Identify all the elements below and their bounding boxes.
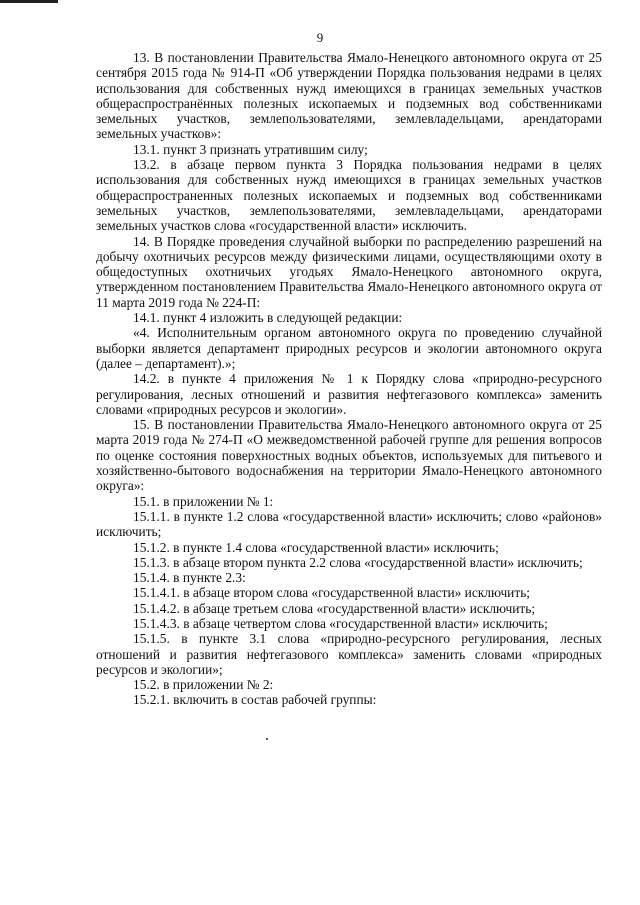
paragraph-14-1-quote: «4. Исполнительным органом автономного округа по проведению случайной выборки является департамент природных ресурсов и экологии автономного округа (далее – департамент).»; [96,325,602,371]
paragraph-13: 13. В постановлении Правительства Ямало-Ненецкого автономного округа от 25 сентября 2015 года № 914-П «Об утверждении Порядка пользования недрами в целях использования для собственных нужд имеющихся в границах земельных участков общераспространённых полезных ископаемых и подземных вод собственниками земельных участков, землепользователями, землевладельцами, арендаторами земельных участков»: [96,50,602,142]
paragraph-15-2: 15.2. в приложении № 2: [133,677,274,693]
paragraph-15-1-4-2: 15.1.4.2. в абзаце третьем слова «государственной власти» исключить; [133,600,536,616]
top-rule [0,0,58,3]
paragraph-15-1-1: 15.1.1. в пункте 1.2 слова «государственной власти» исключить; слово «районов» исключить; [96,508,602,540]
paragraph-13-1: 13.1. пункт 3 признать утратившим силу; [133,141,368,157]
page-number: 9 [316,30,324,45]
paragraph-14: 14. В Порядке проведения случайной выборки по распределению разрешений на добычу охотничьих ресурсов между физическими лицами, осуществляющими охоту в общедоступных охотничьих угодьях Ямало-Ненецкого автономного округа, утвержденном постановлением Правительства Ямало-Ненецкого автономного округа от 11 марта 2019 года № 224-П: [96,233,602,310]
scan-speck [266,738,268,740]
paragraph-15-1-2: 15.1.2. в пункте 1.4 слова «государственной власти» исключить; [133,539,499,555]
document-body [96,50,602,708]
paragraph-15-1-4-3: 15.1.4.3. в абзаце четвертом слова «государственной власти» исключить; [133,615,548,631]
paragraph-15-1-3: 15.1.3. в абзаце втором пункта 2.2 слова «государственной власти» исключить; [133,554,583,570]
paragraph-14-1: 14.1. пункт 4 изложить в следующей редакции: [133,310,403,326]
paragraph-13-2: 13.2. в абзаце первом пункта 3 Порядка пользования недрами в целях использования для собственных нужд имеющихся в границах земельных участков общераспространенных полезных ископаемых и подземных вод собственниками земельных участков, землепользователями, землевладельцами, арендаторами земельных участков слова «государственной власти» исключить. [96,157,602,234]
paragraph-14-2: 14.2. в пункте 4 приложения № 1 к Порядку слова «природно-ресурсного регулирования, лесных отношений и развития нефтегазового комплекса» заменить словами «природных ресурсов и экологии». [96,371,602,417]
paragraph-15: 15. В постановлении Правительства Ямало-Ненецкого автономного округа от 25 марта 2019 года № 274-П «О межведомственной рабочей группе для решения вопросов по оценке состояния поверхностных водных объектов, используемых для питьевого и хозяйственно-бытового водоснабжения на территории Ямало-Ненецкого автономного округа»: [96,417,602,494]
paragraph-15-1-4: 15.1.4. в пункте 2.3: [133,570,246,586]
paragraph-15-1: 15.1. в приложении № 1: [133,493,274,509]
paragraph-15-2-1: 15.2.1. включить в состав рабочей группы: [133,692,377,708]
paragraph-15-1-5: 15.1.5. в пункте 3.1 слова «природно-ресурсного регулирования, лесных отношений и развития нефтегазового комплекса» заменить словами «природных ресурсов и экологии»; [96,631,602,677]
paragraph-15-1-4-1: 15.1.4.1. в абзаце втором слова «государственной власти» исключить; [133,585,531,601]
